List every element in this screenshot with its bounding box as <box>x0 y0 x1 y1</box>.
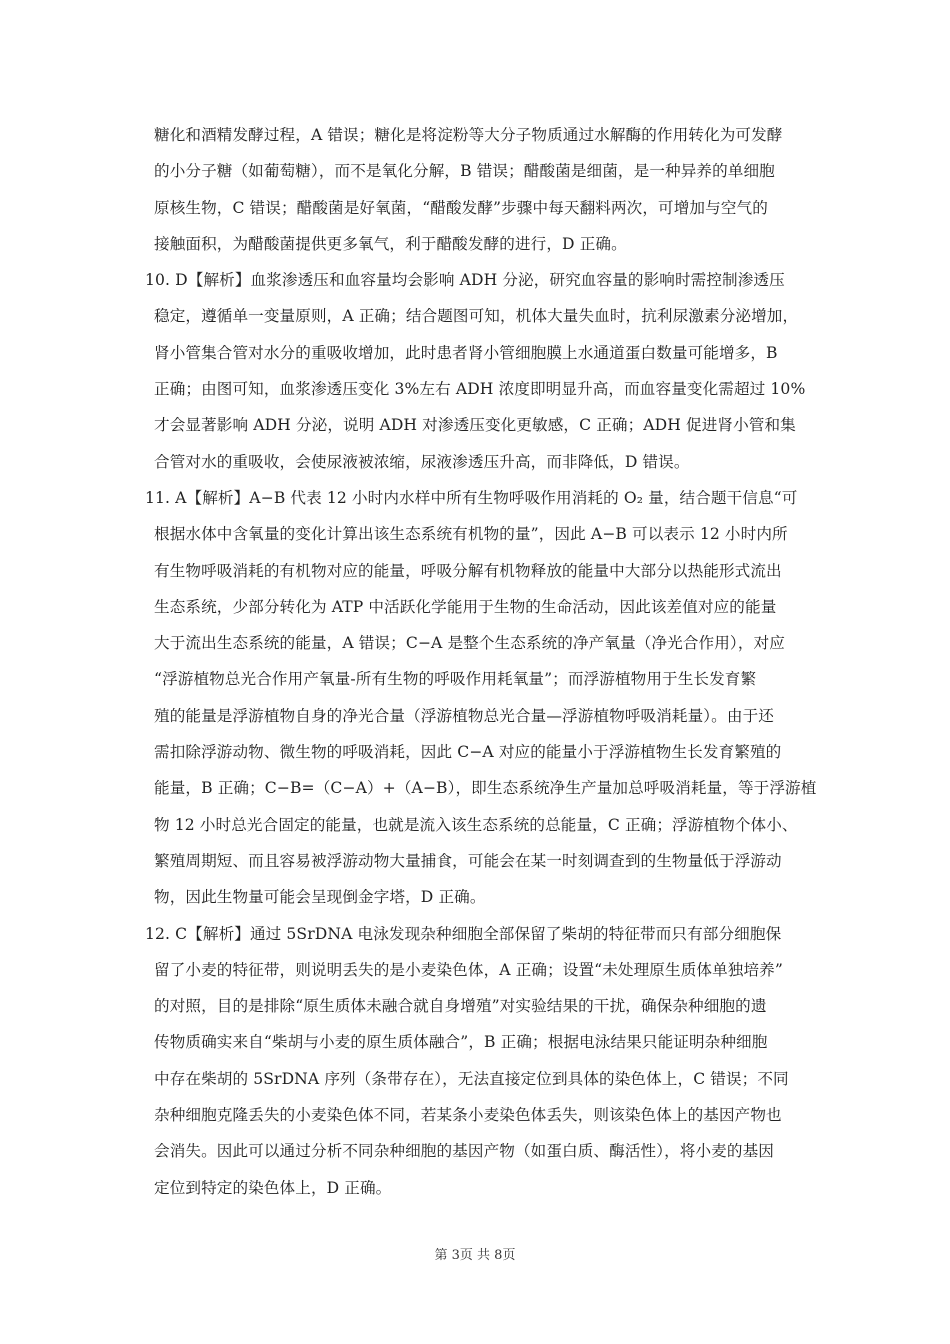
text-line: 原核生物，C 错误；醋酸菌是好氧菌，“醋酸发酵”步骤中每天翻料两次，可增加与空气的 <box>154 198 768 217</box>
text-line: 正确；由图可知，血浆渗透压变化 3%左右 ADH 浓度即明显升高，而血容量变化需超过 10% <box>154 380 806 399</box>
page-number-footer: 第 3页 共 8页 <box>434 1248 516 1263</box>
answer-explanations <box>145 117 835 1206</box>
text-line: 生态系统，少部分转化为 ATP 中活跃化学能用于生物的生命活动，因此该差值对应的能量 <box>154 597 777 616</box>
text-line: 有生物呼吸消耗的有机物对应的能量，呼吸分解有机物释放的能量中大部分以热能形式流出 <box>154 561 782 580</box>
text-line: 物，因此生物量可能会呈现倒金字塔，D 正确。 <box>154 888 486 907</box>
text-line: 才会显著影响 ADH 分泌，说明 ADH 对渗透压变化更敏感，C 正确；ADH 促进肾小管和集 <box>154 416 796 435</box>
text-line: 肾小管集合管对水分的重吸收增加，此时患者肾小管细胞膜上水通道蛋白数量可能增多，B <box>154 343 778 362</box>
text-line: 的对照，目的是排除“原生质体未融合就自身增殖”对实验结果的干扰，确保杂种细胞的遗 <box>154 997 767 1016</box>
text-line: 大于流出生态系统的能量，A 错误；C−A 是整个生态系统的净产氧量（净光合作用），对应 <box>154 634 785 653</box>
text-line: 物 12 小时总光合固定的能量，也就是流入该生态系统的总能量，C 正确；浮游植物个体小、 <box>154 815 798 834</box>
text-line: “浮游植物总光合作用产氧量-所有生物的呼吸作用耗氧量”；而浮游植物用于生长发育繁 <box>154 670 757 689</box>
text-line: 中存在柴胡的 5SrDNA 序列（条带存在），无法直接定位到具体的染色体上，C 错误；不同 <box>154 1069 789 1088</box>
text-line: 会消失。因此可以通过分析不同杂种细胞的基因产物（如蛋白质、酶活性），将小麦的基因 <box>154 1142 774 1161</box>
question-10-line: 10. D【解析】血浆渗透压和血容量均会影响 ADH 分泌，研究血容量的影响时需控制渗透压 <box>145 271 785 290</box>
text-line: 定位到特定的染色体上，D 正确。 <box>154 1178 392 1197</box>
text-line: 的小分子糖（如葡萄糖），而不是氧化分解，B 错误；醋酸菌是细菌，是一种异养的单细胞 <box>154 162 775 181</box>
text-line: 传物质确实来自“柴胡与小麦的原生质体融合”，B 正确；根据电泳结果只能证明杂种细胞 <box>154 1033 768 1052</box>
text-line: 糖化和酒精发酵过程，A 错误；糖化是将淀粉等大分子物质通过水解酶的作用转化为可发酵 <box>154 126 783 144</box>
text-line: 留了小麦的特征带，则说明丢失的是小麦染色体，A 正确；设置“未处理原生质体单独培养” <box>154 960 783 979</box>
question-12-line: 12. C【解析】通过 5SrDNA 电泳发现杂种细胞全部保留了柴胡的特征带而只有部分细胞保 <box>145 924 782 943</box>
text-line: 杂种细胞克隆丢失的小麦染色体不同，若某条小麦染色体丢失，则该染色体上的基因产物也 <box>154 1106 782 1125</box>
text-line: 需扣除浮游动物、微生物的呼吸消耗，因此 C−A 对应的能量小于浮游植物生长发育繁殖的 <box>154 743 782 762</box>
text-line: 稳定，遵循单一变量原则，A 正确；结合题图可知，机体大量失血时，抗利尿激素分泌增加， <box>154 307 799 326</box>
text-line: 合管对水的重吸收，会使尿液被浓缩，尿液渗透压升高，而非降低，D 错误。 <box>154 452 690 471</box>
text-line: 殖的能量是浮游植物自身的净光合量（浮游植物总光合量—浮游植物呼吸消耗量）。由于还 <box>154 706 774 725</box>
text-line: 接触面积，为醋酸菌提供更多氧气，利于醋酸发酵的进行，D 正确。 <box>154 234 627 253</box>
text-line: 能量，B 正确；C−B=（C−A）+（A−B），即生态系统净生产量加总呼吸消耗量，等于浮游植 <box>154 779 817 798</box>
text-line: 根据水体中含氧量的变化计算出该生态系统有机物的量”，因此 A−B 可以表示 12 小时内所 <box>154 525 788 544</box>
question-11-line: 11. A【解析】A−B 代表 12 小时内水样中所有生物呼吸作用消耗的 O₂ 量，结合题干信息“可 <box>145 488 798 507</box>
text-line: 繁殖周期短、而且容易被浮游动物大量捕食，可能会在某一时刻调查到的生物量低于浮游动 <box>154 851 782 870</box>
